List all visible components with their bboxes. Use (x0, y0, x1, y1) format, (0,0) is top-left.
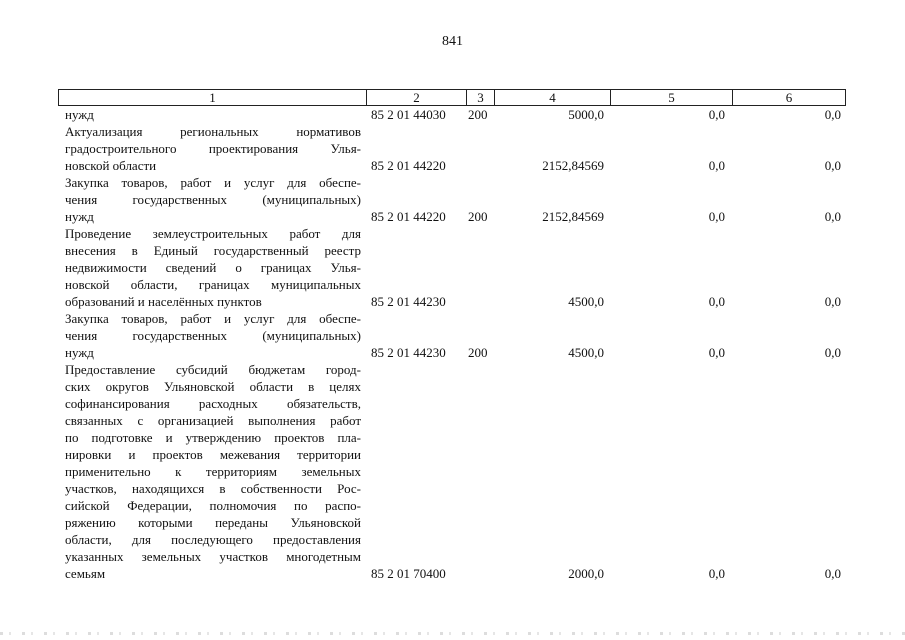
table-body (0, 106, 905, 582)
row-description (65, 310, 361, 361)
header-col-6: 6 (785, 90, 793, 105)
description-line: новской области, границах муниципальных (65, 277, 361, 292)
description-line: Проведение землеустроительных работ для (65, 226, 361, 241)
row-description (65, 361, 361, 582)
budget-code: 85 2 01 44220 (371, 158, 446, 173)
amount-col6: 0,0 (824, 566, 841, 581)
header-col-1: 1 (209, 90, 216, 105)
amount-col5: 0,0 (708, 566, 725, 581)
header-col-5: 5 (668, 90, 675, 105)
expense-type: 200 (468, 107, 488, 122)
description-line: градостроительного проектирования Улья- (65, 141, 361, 156)
description-line: Предоставление субсидий бюджетам город- (65, 362, 361, 377)
table-row (0, 106, 905, 123)
amount-col4: 4500,0 (568, 294, 604, 309)
description-line: области, для последующего предоставления (65, 532, 361, 547)
amount-col6: 0,0 (824, 158, 841, 173)
budget-code: 85 2 01 44230 (371, 345, 446, 360)
row-description (65, 225, 361, 310)
description-line: нужд (65, 209, 94, 224)
budget-code: 85 2 01 44220 (371, 209, 446, 224)
amount-col4: 2000,0 (568, 566, 604, 581)
amount-col6: 0,0 (824, 209, 841, 224)
description-line: нужд (65, 107, 94, 122)
description-line: по подготовке и утверждению проектов пла- (65, 430, 361, 445)
description-line: образований и населённых пунктов (65, 294, 262, 309)
row-description (65, 123, 361, 174)
description-line: ряжению которыми переданы Ульяновской (65, 515, 361, 530)
amount-col4: 2152,84569 (542, 158, 604, 173)
description-line: Актуализация региональных нормативов (65, 124, 361, 139)
table-row (0, 361, 905, 582)
description-line: чения государственных (муниципальных) (65, 192, 361, 207)
table-row (0, 174, 905, 225)
description-line: чения государственных (муниципальных) (65, 328, 361, 343)
amount-col5: 0,0 (708, 107, 725, 122)
description-line: внесения в Единый государственный реестр (65, 243, 361, 258)
description-line: Закупка товаров, работ и услуг для обеспе- (65, 175, 361, 190)
row-description (65, 174, 361, 225)
amount-col5: 0,0 (708, 294, 725, 309)
description-line: нировки и проектов межевания территории (65, 447, 361, 462)
description-line: применительно к территориям земельных (65, 464, 361, 479)
description-line: новской области (65, 158, 157, 173)
description-line: нужд (65, 345, 94, 360)
description-line: указанных земельных участков многодетным (65, 549, 361, 564)
amount-col4: 4500,0 (568, 345, 604, 360)
table-header-row (58, 89, 846, 106)
budget-code: 85 2 01 70400 (371, 566, 446, 581)
amount-col4: 2152,84569 (542, 209, 604, 224)
budget-code: 85 2 01 44030 (371, 107, 446, 122)
table-row (0, 123, 905, 174)
amount-col5: 0,0 (708, 158, 725, 173)
description-line: семьям (65, 566, 106, 581)
header-col-3: 3 (477, 90, 484, 105)
description-line: связанных с организацией выполнения работ (65, 413, 361, 428)
table-row (0, 310, 905, 361)
description-line: ских округов Ульяновской области в целях (65, 379, 361, 394)
row-description (65, 106, 361, 123)
page-number: 841 (442, 34, 463, 49)
description-line: Закупка товаров, работ и услуг для обеспе- (65, 311, 361, 326)
amount-col6: 0,0 (824, 294, 841, 309)
amount-col6: 0,0 (824, 107, 841, 122)
description-line: участков, находящихся в собственности Рос- (65, 481, 361, 496)
expense-type: 200 (468, 345, 488, 360)
amount-col5: 0,0 (708, 209, 725, 224)
description-line: недвижимости сведений о границах Улья- (65, 260, 361, 275)
header-col-4: 4 (549, 90, 556, 105)
budget-code: 85 2 01 44230 (371, 294, 446, 309)
expense-type: 200 (468, 209, 488, 224)
amount-col6: 0,0 (824, 345, 841, 360)
description-line: сийской Федерации, полномочия по распо- (65, 498, 361, 513)
amount-col5: 0,0 (708, 345, 725, 360)
scan-artifact (0, 632, 905, 635)
amount-col4: 5000,0 (568, 107, 604, 122)
description-line: софинансирования расходных обязательств, (65, 396, 361, 411)
header-col-2: 2 (413, 90, 420, 105)
table-row (0, 225, 905, 310)
